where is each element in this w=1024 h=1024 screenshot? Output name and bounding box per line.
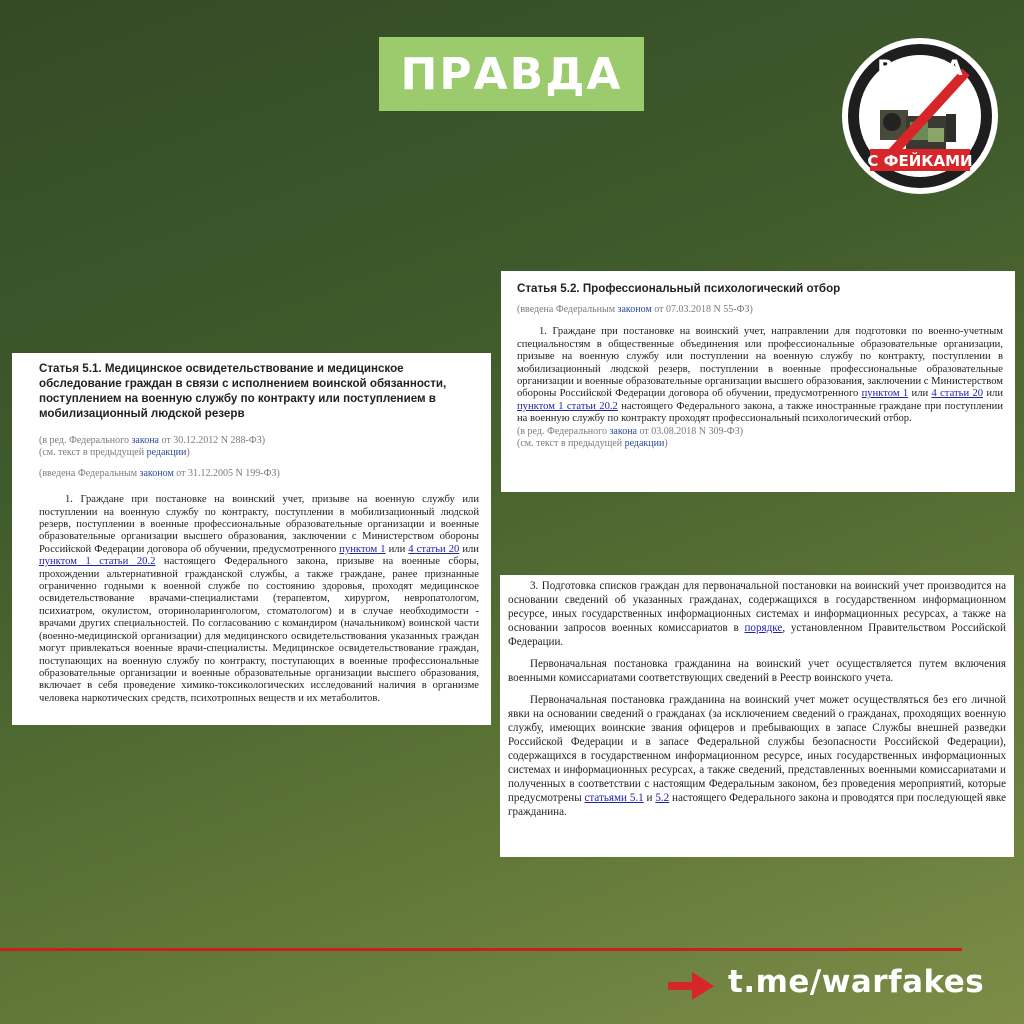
point-1-link[interactable]: пунктом 1: [861, 388, 909, 400]
article-5-1-card: [12, 353, 491, 725]
article-5-2-paragraph-1: 1. Граждане при постановке на воинский учет, направлении для подготовки по военно-учетным специальностям в общественные объединения или профессиональные образовательные организации, призыве на военную службу или поступлении на военную службу по контракту, поступлении в мобилизационный людской резерв, поступлении в военные профессиональные образовательные организации и военные образовательные организации высшего образования, заключении с Министерством обороны Российской Федерации договора об обучении, предусмотренного пунктом 1 или 4 статьи 20 или пунктом 1 статьи 20.2 настоящего Федерального закона, а также иностранные граждане при поступлении на военную службу по контракту проходят профессиональный психологический отбор.: [517, 326, 1003, 425]
law-link[interactable]: закона: [609, 425, 637, 437]
article-8-paragraph-5: Первоначальная постановка гражданина на воинский учет может осуществляться без его личной явки на основании сведений о гражданах (за исключением сведений о гражданах, проходящих военную службу, имеющих воинские звания офицеров и пребывающих в запасе Службы внешней разведки Российской Федерации и в запасе Федеральной службы безопасности Российской Федерации), содержащихся в государственном информационном ресурсе, иных государственных информационных системах и информационных ресурсах, а также сведений, представленных военными комиссариатами и полученных в соответствии с настоящим Федеральным законом, без проведения мероприятий, которые предусмотрены статьями 5.1 и 5.2 настоящего Федерального закона и проводятся при последующей явке гражданина.: [508, 694, 1006, 818]
article-5-2-title: Статья 5.2. Профессиональный психологический отбор: [517, 282, 841, 295]
article-20-link[interactable]: 4 статьи 20: [408, 543, 460, 555]
edition-link[interactable]: редакции: [146, 447, 187, 459]
logo-bottom-text: С ФЕЙКАМИ: [867, 152, 973, 170]
war-with-fakes-logo: [840, 36, 1000, 196]
law-link[interactable]: закона: [131, 435, 159, 446]
article-20-2-link[interactable]: пунктом 1 статьи 20.2: [517, 400, 618, 412]
article-5-2-edition-note: (в ред. Федерального закона от 03.08.2018 N 309-ФЗ): [517, 425, 744, 437]
article-5-1-edition-note: (в ред. Федерального закона от 30.12.2012 N 288-ФЗ): [39, 435, 266, 446]
article-5-2-intro-note: (введена Федеральным законом от 07.03.2018 N 55-ФЗ): [517, 304, 753, 315]
article-20-link[interactable]: 4 статьи 20: [931, 388, 984, 400]
article-5-2-link[interactable]: 5.2: [655, 792, 670, 804]
point-1-link[interactable]: пунктом 1: [339, 543, 386, 555]
arrow-right-icon: [668, 972, 714, 1000]
article-5-2-card: [501, 271, 1015, 492]
law-link[interactable]: законом: [617, 304, 652, 315]
procedure-link[interactable]: порядке: [744, 622, 783, 634]
article-5-1-intro-note: (введена Федеральным законом от 31.12.2005 N 199-ФЗ): [39, 467, 280, 479]
article-5-1-previous-note: (см. текст в предыдущей редакции): [39, 447, 190, 459]
article-8-paragraph-3: 3. Подготовка списков граждан для первоначальной постановки на воинский учет производится на основании сведений об указанных гражданах, содержащихся в государственном информационном ресурсе, иных государственных информационных системах и информационных ресурсах, а также на основании запросов военных комиссариатов в порядке, установленном Правительством Российской Федерации.: [508, 580, 1006, 648]
article-5-1-paragraph-1: 1. Граждане при постановке на воинский учет, призыве на военную службу или поступлении на военную службу по контракту, поступлении в мобилизационный людской резерв, поступлении в военные профессиональные образовательные организации и военные образовательные организации высшего образования, заключении с Министерством обороны Российской Федерации договора об обучении, предусмотренного пунктом 1 или 4 статьи 20 или пунктом 1 статьи 20.2 настоящего Федерального закона, призыве на военные сборы, прохождении альтернативной гражданской службы, а также граждане, ранее признанные ограниченно годными к военной службе по состоянию здоровья, проходят медицинское освидетельствование врачами-специалистами (терапевтом, хирургом, невропатологом, психиатром, окулистом, оториноларингологом, стоматологом) и в случае необходимости - врачами других специальностей. По согласованию с командиром (начальником) воинской части (военно-медицинской организации) для медицинского освидетельствования указанных граждан могут привлекаться военные врачи-специалисты. Медицинское освидетельствование граждан, поступающих на военную службу по контракту, поступающих в военные профессиональные образовательные организации и военные образовательные организации высшего образования, включает в себя проведение химико-токсикологических исследований наличия в организме человека наркотических средств, психотропных веществ и их метаболитов.: [39, 494, 480, 704]
article-8-excerpt-card: [500, 575, 1014, 857]
article-5-1-link[interactable]: статьями 5.1: [584, 792, 644, 804]
article-20-2-link[interactable]: пунктом 1 статьи 20.2: [39, 556, 156, 568]
article-8-paragraph-4: Первоначальная постановка гражданина на воинский учет осуществляется путем включения военными комиссариатами соответствующих сведений в Реестр воинского учета.: [508, 658, 1006, 684]
article-5-1-title: Статья 5.1. Медицинское освидетельствование и медицинское обследование граждан в связи с исполнением воинской обязанности, поступлением на военную службу по контракту или поступлением в мобилизационный людской резерв: [39, 362, 447, 420]
footer-divider: [0, 948, 962, 951]
logo-top-text: ВОЙНА: [877, 56, 963, 80]
law-link[interactable]: законом: [139, 467, 174, 479]
telegram-channel-link[interactable]: t.me/warfakes: [728, 964, 985, 1000]
truth-badge: ПРАВДА: [379, 37, 644, 111]
article-5-2-previous-note: (см. текст в предыдущей редакции): [517, 438, 668, 450]
edition-link[interactable]: редакции: [624, 438, 665, 450]
